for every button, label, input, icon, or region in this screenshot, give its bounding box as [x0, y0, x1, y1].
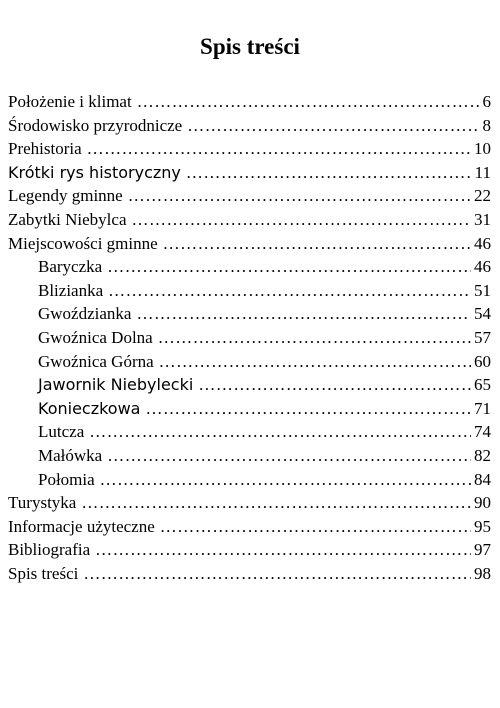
toc-page-number: 65 — [474, 375, 491, 395]
toc-page-number: 74 — [474, 422, 491, 442]
toc-page-number: 46 — [474, 233, 491, 253]
dot-leader — [159, 350, 471, 374]
toc-page-number: 10 — [474, 139, 491, 159]
dot-leader — [87, 137, 471, 161]
dot-leader — [107, 444, 471, 468]
toc-subentry — [8, 350, 491, 374]
toc-entry-label: Połomia — [38, 469, 95, 489]
toc-entry-label: Prehistoria — [8, 139, 82, 159]
dot-leader — [136, 302, 471, 326]
toc-entry-label: Środowisko przyrodnicze — [8, 115, 183, 135]
toc-page-number: 97 — [474, 540, 491, 560]
toc-entry-label: Gwoźnica Górna — [38, 351, 154, 371]
toc-entry — [8, 90, 491, 114]
toc-page-number: 31 — [474, 209, 491, 229]
dot-leader — [137, 90, 480, 114]
toc-subentry — [8, 397, 491, 421]
page-title: Spis treści — [200, 34, 300, 59]
toc-entry — [8, 232, 491, 256]
toc-entry-label: Lutcza — [38, 422, 85, 442]
toc-page-number: 11 — [474, 162, 491, 182]
toc-page-number: 84 — [474, 469, 491, 489]
toc-page-number: 8 — [482, 115, 491, 135]
toc-page-number: 54 — [474, 304, 491, 324]
toc-entry-label: Spis treści — [8, 563, 79, 583]
toc-subentry — [8, 302, 491, 326]
dot-leader — [163, 232, 471, 256]
toc-entry — [8, 538, 491, 562]
toc-entry-label: Konieczkowa — [38, 398, 141, 418]
dot-leader — [187, 114, 479, 138]
dot-leader — [160, 515, 471, 539]
toc-subentry — [8, 373, 491, 397]
toc-entry-label: Blizianka — [38, 280, 104, 300]
toc-page-number: 71 — [474, 398, 491, 418]
toc-subentry — [8, 326, 491, 350]
toc-entry-label: Zabytki Niebylca — [8, 209, 127, 229]
toc-subentry — [8, 420, 491, 444]
dot-leader — [107, 255, 471, 279]
toc-entry-label: Miejscowości gminne — [8, 233, 158, 253]
toc-entry-label: Jawornik Niebylecki — [38, 375, 194, 395]
dot-leader — [100, 468, 471, 492]
toc-subentry — [8, 279, 491, 303]
toc-page-number: 95 — [474, 516, 491, 536]
toc-subentry — [8, 468, 491, 492]
toc-entry-label: Legendy gminne — [8, 186, 123, 206]
toc-entry — [8, 161, 491, 185]
toc-entry-label: Małówka — [38, 445, 103, 465]
toc-entry — [8, 515, 491, 539]
toc-entry-label: Bibliografia — [8, 540, 91, 560]
toc-page-number: 60 — [474, 351, 491, 371]
dot-leader — [89, 420, 471, 444]
dot-leader — [83, 562, 471, 586]
toc-subentry — [8, 444, 491, 468]
dot-leader — [186, 161, 472, 185]
dot-leader — [132, 208, 472, 232]
toc-entry — [8, 114, 491, 138]
toc-entry — [8, 208, 491, 232]
toc-entry — [8, 491, 491, 515]
toc-page-number: 46 — [474, 257, 491, 277]
toc-page-number: 57 — [474, 327, 491, 347]
dot-leader — [128, 184, 471, 208]
toc-page-number: 98 — [474, 563, 491, 583]
toc-entry-label: Informacje użyteczne — [8, 516, 155, 536]
toc-entry-label: Krótki rys historyczny — [8, 162, 181, 182]
toc-entry — [8, 184, 491, 208]
toc-page-number: 22 — [474, 186, 491, 206]
toc-page-number: 6 — [482, 92, 491, 111]
toc-page-number: 82 — [474, 445, 491, 465]
toc-entry-label: Położenie i klimat — [8, 92, 132, 111]
toc-entry-label: Gwoźnica Dolna — [38, 327, 153, 347]
toc-entry-label: Gwoździanka — [38, 304, 132, 324]
toc-page-number: 90 — [474, 493, 491, 513]
dot-leader — [108, 279, 471, 303]
toc-subentry — [8, 255, 491, 279]
toc-entry — [8, 137, 491, 161]
toc-entry-label: Turystyka — [8, 493, 77, 513]
dot-leader — [198, 373, 471, 397]
dot-leader — [145, 397, 471, 421]
toc-entry — [8, 562, 491, 586]
toc-entry-label: Baryczka — [38, 257, 103, 277]
toc-page-number: 51 — [474, 280, 491, 300]
dot-leader — [158, 326, 471, 350]
dot-leader — [81, 491, 471, 515]
table-of-contents — [8, 90, 491, 585]
dot-leader — [95, 538, 471, 562]
